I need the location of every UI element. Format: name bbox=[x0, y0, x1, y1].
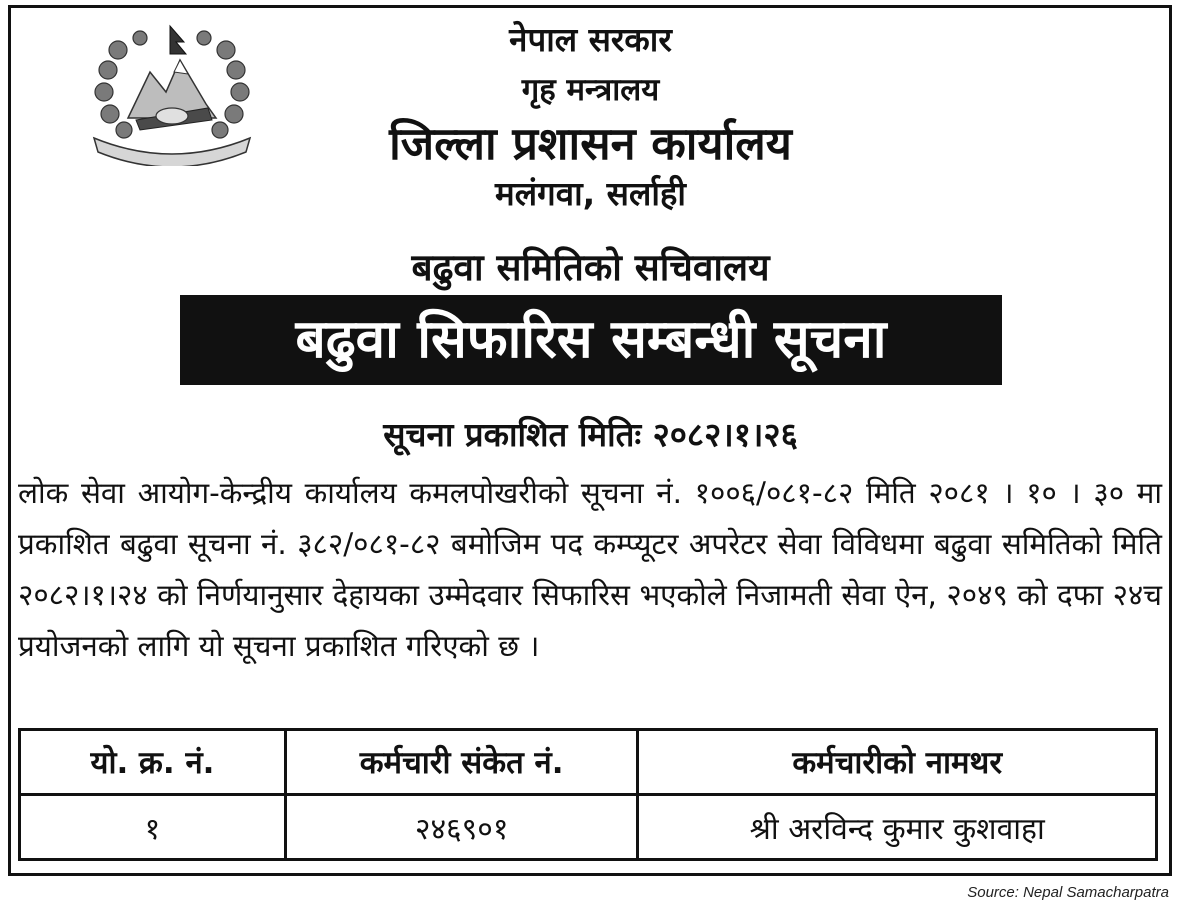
office-name: जिल्ला प्रशासन कार्यालय bbox=[389, 117, 792, 170]
government-name: नेपाल सरकार bbox=[509, 20, 672, 59]
recommendation-table bbox=[18, 728, 1158, 861]
notice-title-banner: बढुवा सिफारिस सम्बन्धी सूचना bbox=[180, 295, 1002, 385]
publish-date: सूचना प्रकाशित मितिः २०८२।१।२६ bbox=[383, 415, 798, 454]
cell-employee-name: श्री अरविन्द कुमार कुशवाहा bbox=[638, 795, 1157, 860]
secretariat-name: बढुवा समितिको सचिवालय bbox=[411, 246, 770, 289]
cell-employee-code: २४६९०१ bbox=[285, 795, 637, 860]
notice-body-text: लोक सेवा आयोग-केन्द्रीय कार्यालय कमलपोखरीको सूचना नं. १००६/०८१-८२ मिति २०८१ । १० । ३० मा प्रकाशित बढुवा सूचना नं. ३८२/०८१-८२ बमोजिम पद कम्प्यूटर अपरेटर सेवा विविधमा बढुवा समितिको मिति २०८२।१।२४ को निर्णयानुसार देहायका उम्मेदवार सिफारिस भएकोले निजामती सेवा ऐन, २०४९ को दफा २४च प्रयोजनको लागि यो सूचना प्रकाशित गरिएको छ । bbox=[18, 476, 1162, 663]
header-employee-name: कर्मचारीको नामथर bbox=[638, 730, 1157, 795]
ministry-name: गृह मन्त्रालय bbox=[521, 72, 660, 108]
header-employee-code: कर्मचारी संकेत नं. bbox=[285, 730, 637, 795]
source-note: Source: Nepal Samacharpatra bbox=[967, 884, 1169, 901]
cell-serial-no: १ bbox=[20, 795, 286, 860]
table-header-row bbox=[20, 730, 1157, 795]
office-location: मलंगवा, सर्लाही bbox=[495, 174, 686, 213]
header-serial-no: यो. क्र. नं. bbox=[20, 730, 286, 795]
table-row bbox=[20, 795, 1157, 860]
